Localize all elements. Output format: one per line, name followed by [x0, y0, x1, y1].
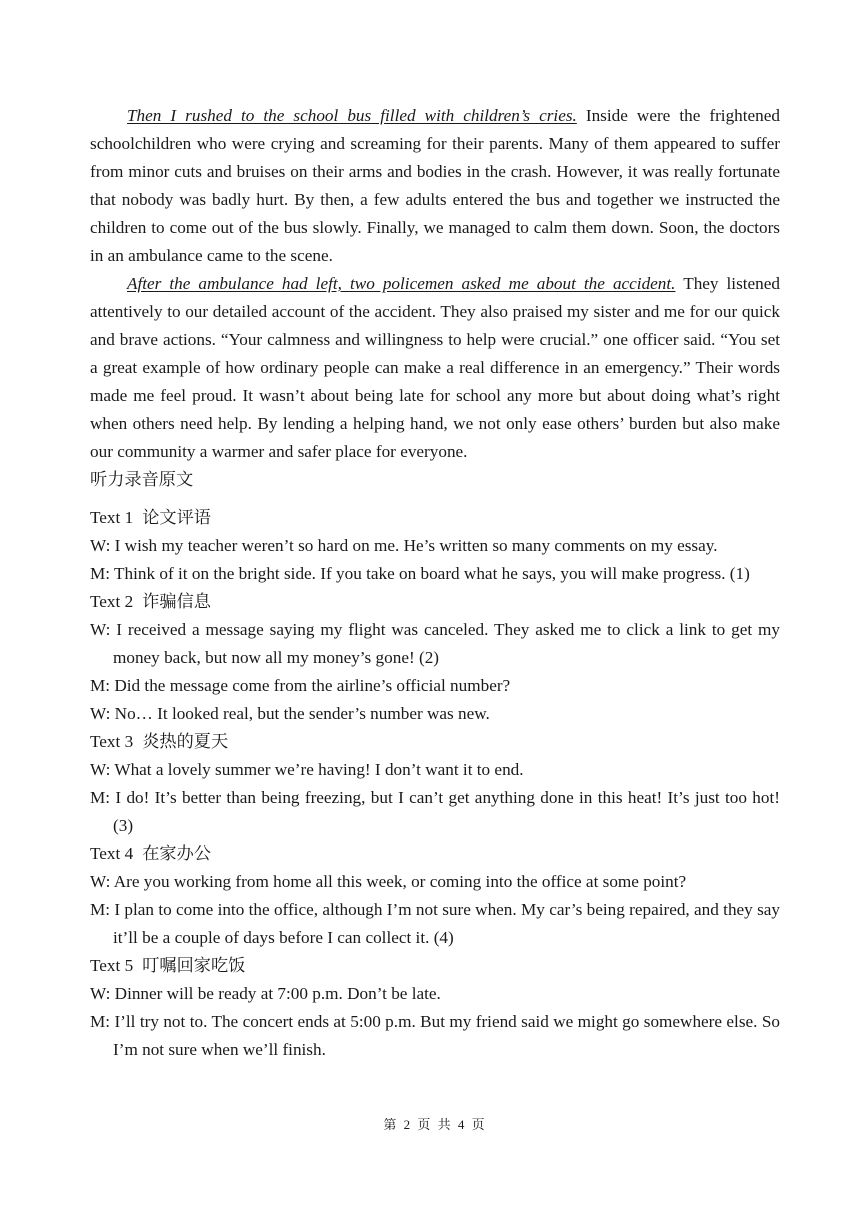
text-3-label: Text 3 [90, 732, 134, 751]
text-2-topic: 诈骗信息 [142, 592, 211, 611]
text-4-topic: 在家办公 [142, 844, 211, 863]
text-2-heading [90, 588, 780, 616]
essay-paragraph-2-body: They listened attentively to our detailed account of the accident. They also praised my sister and me for our quick and brave actions. “Your calmness and willingness to help were crucial.” one officer said. “You set a great example of how ordinary people can make a real difference in an emergency.” Their words made me feel proud. It wasn’t about being late for school any more but about doing what’s right when others need help. By lending a helping hand, we not only ease others’ burden but also make our community a warmer and safer place for everyone. [90, 274, 780, 461]
dialogue-line: W: Dinner will be ready at 7:00 p.m. Don’t be late. [90, 984, 441, 1003]
text-4-heading [90, 840, 780, 868]
transcript-title: 听力录音原文 [90, 470, 194, 489]
text-1-heading [90, 504, 780, 532]
essay-paragraph-1-body: Inside were the frightened schoolchildren who were crying and screaming for their parents. Many of them appeared to suffer from minor cuts and bruises on their arms and bodies in the crash. However, it was really fortunate that nobody was badly hurt. By then, a few adults entered the bus and together we instructed the children to come out of the bus slowly. Finally, we managed to calm them down. Soon, the doctors in an ambulance came to the scene. [90, 106, 780, 265]
text-2-label: Text 2 [90, 592, 134, 611]
document-page [90, 102, 780, 1064]
dialogue-line: M: I do! It’s better than being freezing, but I can’t get anything done in this heat! It’s just too hot! (3) [90, 788, 780, 835]
text-5-label: Text 5 [90, 956, 134, 975]
text-3-topic: 炎热的夏天 [142, 732, 229, 751]
dialogue-line: W: I received a message saying my flight was canceled. They asked me to click a link to get my money back, but now all my money’s gone! (2) [90, 620, 780, 667]
page-footer: 第 2 页 共 4 页 [383, 1117, 485, 1132]
essay-paragraph-1-lead: Then I rushed to the school bus filled with children’s cries. [127, 106, 577, 125]
dialogue-line: M: I plan to come into the office, although I’m not sure when. My car’s being repaired, and they say it’ll be a couple of days before I can collect it. (4) [90, 900, 780, 947]
dialogue-line: M: Did the message come from the airline’s official number? [90, 676, 511, 695]
dialogue-line: W: No… It looked real, but the sender’s number was new. [90, 704, 490, 723]
essay-paragraph-2-lead: After the ambulance had left, two policemen asked me about the accident. [127, 274, 676, 293]
text-4-label: Text 4 [90, 844, 134, 863]
essay-paragraph-2 [90, 270, 780, 466]
dialogue-line: M: Think of it on the bright side. If you take on board what he says, you will make progress. (1) [90, 564, 750, 583]
dialogue-line: W: I wish my teacher weren’t so hard on me. He’s written so many comments on my essay. [90, 536, 718, 555]
essay-paragraph-1 [90, 102, 780, 270]
text-1-topic: 论文评语 [142, 508, 211, 527]
dialogue-line: W: What a lovely summer we’re having! I don’t want it to end. [90, 760, 524, 779]
text-5-topic: 叮嘱回家吃饭 [142, 956, 246, 975]
text-1-label: Text 1 [90, 508, 134, 527]
text-5-heading [90, 952, 780, 980]
text-3-heading [90, 728, 780, 756]
dialogue-line: M: I’ll try not to. The concert ends at 5:00 p.m. But my friend said we might go somewhere else. So I’m not sure when we’ll finish. [90, 1012, 780, 1059]
dialogue-line: W: Are you working from home all this week, or coming into the office at some point? [90, 872, 687, 891]
